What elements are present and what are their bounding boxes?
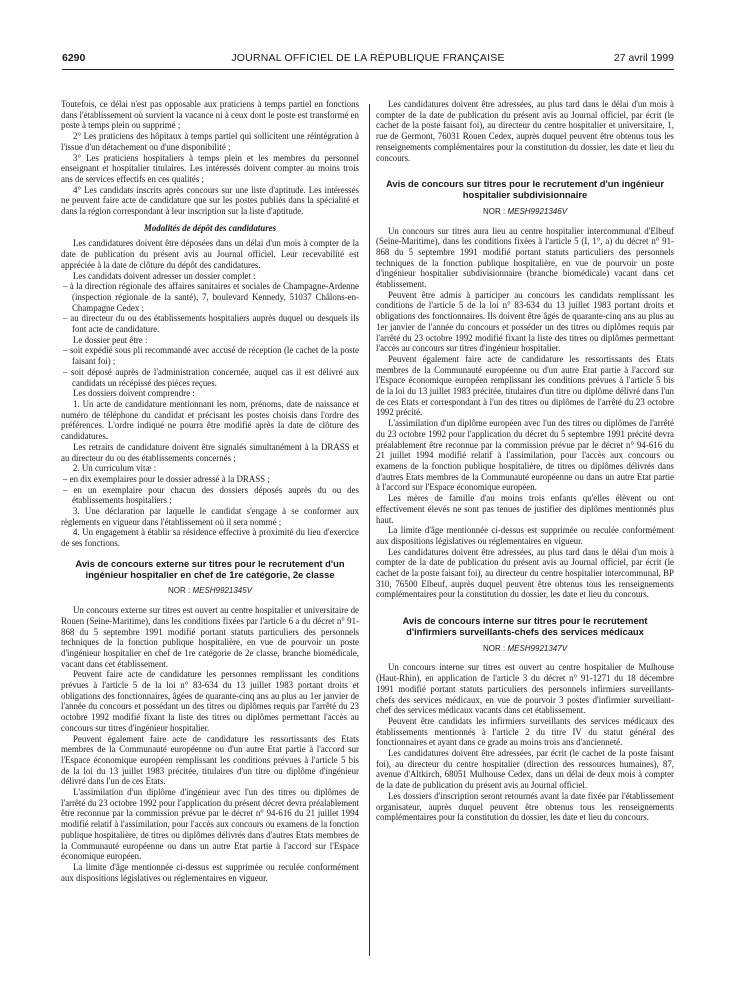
section-subheading: Modalités de dépôt des candidatures [143, 222, 277, 233]
notice-title: Avis de concours interne sur titres pour le recrutement d'infirmiers surveillants-chefs des services médicaux [402, 615, 648, 637]
nor-label: NOR : [167, 586, 191, 596]
notice-title: Avis de concours externe sur titres pour le recrutement d'un ingénieur hospitalier en chef de 1re catégorie, 2e classe [75, 557, 345, 580]
body-paragraph: Peuvent être candidats les infirmiers surveillants des services médicaux des établissements mentionnés à l'article 2 du titre IV du statut général des fonctionnaires et ayant dans ce grade au moins trois ans d'ancienneté. [376, 715, 674, 748]
list-item: – soit expédié sous pli recommandé avec accusé de réception (le cachet de la poste faisant foi) ; [63, 345, 359, 367]
nor-reference [61, 586, 359, 597]
body-paragraph: Peuvent être admis à participer au concours les candidats remplissant les conditions de l'article 5 de la loi n° 83-634 du 13 juillet 1983 portant droits et obligations des fonctionnaires. Ils doivent être âgés de quarante-cinq ans au plus au 1er janvier de l'année du concours et posséder un des titres ou diplômes requis par l'arrêté du 23 octobre 1992 modifié fixant la liste des titres ou diplômes permettant l'accès au concours sur titres d'ingénieur hospitalier. [376, 289, 674, 354]
body-paragraph: Les candidats doivent adresser un dossier complet : [73, 270, 256, 281]
header-rule [62, 69, 674, 70]
body-paragraph: La limite d'âge mentionnée ci-dessus est supprimée ou reculée conformément aux dispositions législatives ou réglementaires en vigueur. [376, 525, 674, 546]
body-paragraph: Peuvent faire acte de candidature les personnes remplissant les conditions prévues à l'article 5 de la loi n° 83-634 du 13 juillet 1983 portant droits et obligations des fonctionnaires, âgées de quarante-cinq ans au plus au 1er janvier de l'année du concours et possédant un des titres ou diplômes requis par l'arrêté du 23 octobre 1992 modifié fixant la liste des titres ou diplômes permettant l'accès au concours sur titres d'ingénieur hospitalier. [61, 669, 359, 733]
list-item: – en un exemplaire pour chacun des dossiers déposés auprès du ou des établissements hospitaliers ; [63, 484, 359, 506]
body-paragraph: Un concours sur titres aura lieu au centre hospitalier intercommunal d'Elbeuf (Seine-Maritime), dans les conditions fixées à l'article 5 (I, 1°, a) du décret n° 91-868 du 5 septembre 1991 modifié portant statuts particuliers des personnels techniques de la fonction publique hospitalière, en vue de pourvoir un poste d'ingénieur hospitalier subdivisionnaire (branche biomédicale) vacant dans cet établissement. [376, 225, 674, 290]
nor-label: NOR : [482, 643, 506, 653]
body-paragraph: L'assimilation d'un diplôme européen avec l'un des titres ou diplômes de l'arrêté du 23 octobre 1992 pour l'application du décret du 5 septembre 1991 précité devra préalablement être reconnue par la commission prévue par le décret n° 94-616 du 21 juillet 1994 modifié relatif à l'assimilation, pour l'accès aux concours ou examens de la fonction publique hospitalière, de titres ou diplômes délivrés dans d'autres Etats membres de la Communauté européenne ou dans un autre Etat partie à l'accord sur l'Espace économique européen. [376, 418, 674, 493]
page-header [62, 52, 674, 68]
nor-code: MESH9921347V [507, 643, 568, 653]
body-paragraph: 4° Les candidats inscrits après concours sur une liste d'aptitude. Les intéressés ne peuvent faire acte de candidature que sur les postes publiés dans la spécialité et dans la région correspondant à leur inscription sur la liste d'aptitude. [61, 184, 359, 217]
body-paragraph: Le dossier peut être : [73, 334, 148, 345]
page-number: 6290 [62, 52, 86, 64]
body-paragraph: 2. Un curriculum vitæ : [73, 463, 157, 474]
nor-reference [376, 207, 674, 218]
body-paragraph: 4. Un engagement à établir sa résidence effective à proximité du lieu d'exercice de ses fonctions. [61, 527, 359, 549]
body-paragraph: 1. Un acte de candidature mentionnant les nom, prénoms, date de naissance et numéro de téléphone du candidat et précisant les postes choisis dans l'ordre des préférences. L'ordre indiqué ne pourra être modifié après la date de clôture des candidatures. [61, 398, 359, 442]
body-paragraph: Les candidatures doivent être adressées, au plus tard dans le délai d'un mois à compter de la date de publication du présent avis au Journal officiel, par écrit (le cachet de la poste faisant foi), au directeur du centre hospitalier intercommunal, BP 310, 76500 Elbeuf, auprès duquel peuvent être obtenus tous les renseignements complémentaires pour la constitution du dossier, les date et lieu du concours. [376, 546, 674, 600]
nor-label: NOR : [482, 206, 506, 216]
body-paragraph: Les dossiers doivent comprendre : [73, 388, 195, 399]
body-paragraph: Toutefois, ce délai n'est pas opposable aux praticiens à temps partiel en fonctions dans l'établissement où survient la vacance ni à ceux dont le poste est transformé en poste à temps plein ou supprimé ; [61, 99, 359, 131]
list-item: – au directeur du ou des établissements hospitaliers auprès duquel ou desquels ils font acte de candidature. [63, 313, 359, 335]
nor-code: MESH9921345V [192, 586, 253, 596]
body-paragraph: Les candidatures doivent être déposées dans un délai d'un mois à compter de la date de publication du présent avis au Journal officiel. Leur recevabilité est appréciée à la date de clôture du dépôt des candidatures. [61, 238, 359, 270]
nor-code: MESH9921346V [507, 206, 568, 216]
body-paragraph: La limite d'âge mentionnée ci-dessus est supprimée ou reculée conformément aux dispositions législatives ou réglementaires en vigueur. [61, 862, 359, 883]
body-paragraph: Peuvent également faire acte de candidature les ressortissants des Etats membres de la Communauté européenne ou d'un autre Etat partie à l'accord sur l'Espace économique européen remplissant les conditions prévues à l'article 5 bis de la loi du 13 juillet 1983 précitée, titulaires d'un titre ou diplôme d'ingénieur délivré dans l'un de ces Etats. [61, 733, 359, 787]
body-paragraph: Un concours externe sur titres est ouvert au centre hospitalier et universitaire de Rouen (Seine-Maritime), dans les conditions fixées par l'article 6 a du décret n° 91-868 du 5 septembre 1991 modifié portant statuts particuliers des personnels techniques de la fonction publique hospitalière, en vue de pourvoir un poste d'ingénieur hospitalier en chef de 1re catégorie de 2e classe, branche biomédicale, vacant dans cet établissement. [61, 605, 359, 669]
right-column [376, 99, 674, 823]
body-paragraph: Peuvent également faire acte de candidature les ressortissants des Etats membres de la Communauté européenne ou d'un autre Etat partie à l'accord sur l'Espace économique européen remplissant les conditions prévues à l'article 5 bis de la loi du 13 juillet 1983 précitée, titulaires d'un titre ou diplôme délivré dans l'un de ces Etats et correspondant à l'un des titres ou diplômes de l'arrêté du 23 octobre 1992 précité. [376, 353, 674, 418]
body-paragraph: Les mères de famille d'au moins trois enfants qu'elles élèvent ou ont effectivement élevés ne sont pas tenues de justifier des diplômes mentionnés plus haut. [376, 493, 674, 525]
body-paragraph: 3. Une déclaration par laquelle le candidat s'engage à se conformer aux règlements en vigueur dans l'établissement où il sera nommé ; [61, 506, 359, 527]
body-paragraph: L'assimilation d'un diplôme d'ingénieur avec l'un des titres ou diplômes de l'arrêté du 23 octobre 1992 pour l'application du présent décret devra préalablement être reconnue par la commission prévue par le décret n° 94-616 du 21 juillet 1994 modifié relatif à l'assimilation, pour l'accès aux concours ou examens de la fonction publique hospitalière, de titres ou diplômes délivrés dans d'autres Etats membres de la Communauté européenne ou dans un autre Etat partie à l'accord sur l'Espace économique européen. [61, 787, 359, 862]
body-paragraph: Les candidatures doivent être adressées, par écrit (le cachet de la poste faisant foi), au directeur du centre hospitalier (direction des ressources humaines), 87, avenue d'Altkirch, 68051 Mulhouse Cedex, dans un délai de deux mois à compter de la date de publication du présent avis au Journal officiel. [376, 748, 674, 791]
list-item: – soit déposé auprès de l'administration concernée, auquel cas il est délivré aux candidats un récépissé des pièces reçues. [63, 366, 359, 388]
left-column [61, 99, 359, 883]
body-paragraph: Un concours interne sur titres est ouvert au centre hospitalier de Mulhouse (Haut-Rhin), en application de l'article 3 du décret n° 91-1271 du 18 décembre 1991 modifié portant statuts particuliers des personnels infirmiers surveillants-chefs des services médicaux, en vue de pourvoir 3 postes d'infirmier surveillant-chef des services médicaux vacants dans cet établissement. [376, 662, 674, 716]
list-item: – en dix exemplaires pour le dossier adressé à la DRASS ; [63, 473, 270, 484]
body-paragraph: Les retraits de candidature doivent être signalés simultanément à la DRASS et au directeur du ou des établissements concernés ; [61, 441, 359, 463]
journal-title: JOURNAL OFFICIEL DE LA RÉPUBLIQUE FRANÇAISE [231, 52, 505, 64]
notice-title: Avis de concours sur titres pour le recrutement d'un ingénieur hospitalier subdivisionnaire [386, 178, 664, 201]
list-item: – à la direction régionale des affaires sanitaires et sociales de Champagne-Ardenne (inspection régionale de la santé), 7, boulevard Kennedy, 51037 Châlons-en-Champagne Cedex ; [63, 281, 359, 313]
body-paragraph: 2° Les praticiens des hôpitaux à temps partiel qui sollicitent une réintégration à l'issue d'un détachement ou d'une disponibilité ; [61, 131, 359, 152]
column-divider [369, 104, 370, 956]
body-paragraph: Les candidatures doivent être adressées, au plus tard dans le délai d'un mois à compter de la date de publication du présent avis au Journal officiel, par écrit (le cachet de la poste faisant foi), au directeur du centre hospitalier et universitaire, 1, rue de Germont, 76031 Rouen Cedex, auprès duquel peuvent être obtenus tous les renseignements complémentaires pour la constitution du dossier, les date et lieu du concours. [376, 99, 674, 163]
body-paragraph: Les dossiers d'inscription seront retournés avant la date fixée par l'établissement organisateur, auprès duquel peuvent être obtenus tous les renseignements complémentaires pour la constitution du dossier, les date et lieu du concours. [376, 790, 674, 823]
publication-date: 27 avril 1999 [613, 52, 674, 64]
body-paragraph: 3° Les praticiens hospitaliers à temps plein et les membres du personnel enseignant et hospitalier titulaires. Les intéressés doivent compter au moins trois ans de services effectifs en ces qualités ; [61, 152, 359, 184]
nor-reference [376, 644, 674, 655]
